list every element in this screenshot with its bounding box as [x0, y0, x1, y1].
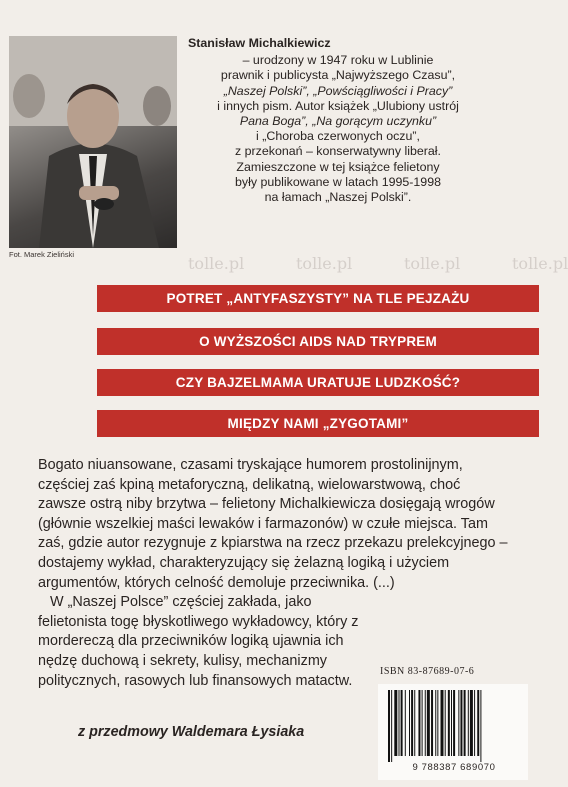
bio-line: – urodzony w 1947 roku w Lublinie: [242, 53, 434, 68]
title-bar: POTRET „ANTYFASZYSTY” NA TLE PEJZAŻU: [97, 285, 539, 312]
barcode-bar: [409, 690, 410, 756]
barcode-bars: [386, 690, 520, 762]
barcode-bar: [427, 690, 430, 756]
watermark: tolle.pl: [512, 254, 568, 273]
barcode-bar: [391, 690, 392, 762]
barcode-bar: [399, 690, 400, 756]
watermark: tolle.pl: [188, 254, 245, 273]
bio-line: były publikowane w latach 1995-1998: [235, 174, 441, 189]
bio-line: z przekonań – konserwatywny liberał.: [235, 144, 441, 159]
preface-attribution: z przedmowy Waldemara Łysiaka: [78, 724, 305, 740]
description-paragraph: Bogato niuansowane, czasami tryskające humorem prostolinijnym, częściej zaś kpiną metaforyczną, delikatną, wielowarstwową, choć zawsze ostrą niby brzytwa – felietony Michalkiewicza dosięgają wrogów (głównie wszelkiej maści lewaków i farmazonów) w czułe miejsca. Tam zaś, gdzie autor rezygnuje z kpiarstwa na rzecz przekazu prelekcyjnego – dostajemy wykład, charakteryzujący się żelazną logiką i użyciem argumentów, których celność demoluje przeciwnika. (...): [38, 457, 508, 591]
title-bar: CZY BAJZELMAMA URATUJE LUDZKOŚĆ?: [97, 369, 539, 396]
barcode-bar: [388, 690, 390, 762]
title-bar: O WYŻSZOŚCI AIDS NAD TRYPREM: [97, 328, 539, 355]
barcode-bar: [418, 690, 420, 756]
barcode-bar: [431, 690, 433, 756]
isbn: ISBN 83-87689-07-6: [380, 666, 475, 677]
description-paragraph: W „Naszej Polsce” częściej zakłada, jako felietonista togę błyskotliwego wykładowcy, który z mordereczą dla przeciwników logiką ujawnia ich nędzę duchową i sekrety, kulisy, mechanizmy politycznych, rasowych lub finansowych matactw.: [38, 594, 359, 689]
watermark-strip: [0, 254, 568, 278]
barcode-number: 9 788387 689070: [412, 762, 496, 773]
bio-line: i innych pism. Autor książek „Ulubiony ustrój: [217, 98, 459, 113]
watermark: tolle.pl: [296, 254, 353, 273]
bio-line: „Naszej Polski”, „Powściągliwości i Pracy”: [223, 83, 453, 98]
bio-line: Pana Boga”, „Na gorącym uczynku”: [239, 114, 437, 129]
barcode-bar: [437, 690, 438, 756]
bio-line: na łamach „Naszej Polski”.: [264, 190, 412, 205]
barcode-bar: [468, 690, 469, 756]
barcode-bar: [422, 690, 423, 756]
barcode-bar: [411, 690, 413, 756]
barcode-bar: [453, 690, 455, 756]
barcode-bar: [458, 690, 459, 756]
bio-line: prawnik i publicysta „Najwyższego Czasu”,: [220, 68, 456, 83]
barcode-bar: [414, 690, 415, 756]
bio-line: i „Choroba czerwonych oczu”,: [256, 129, 420, 144]
watermark: tolle.pl: [404, 254, 461, 273]
barcode-bar: [435, 690, 436, 756]
description: [38, 456, 508, 691]
barcode-bar: [448, 690, 450, 756]
photo-credit: Fot. Marek Zieliński: [9, 250, 75, 259]
barcode-bar: [474, 690, 475, 756]
barcode-bar: [451, 690, 452, 756]
barcode-bar: [460, 690, 462, 756]
barcode-bar: [441, 690, 444, 756]
bio-line: Zamieszczone w tej książce felietony: [236, 159, 440, 174]
author-photo: [9, 36, 177, 248]
barcode-bar: [405, 690, 406, 756]
barcode-bar: [477, 690, 479, 756]
title-bar: MIĘDZY NAMI „ZYGOTAMI”: [97, 410, 539, 437]
barcode-bar: [401, 690, 403, 756]
barcode-bar: [480, 690, 481, 762]
barcode-bar: [425, 690, 426, 756]
barcode-bar: [464, 690, 466, 756]
barcode-bar: [394, 690, 397, 756]
author-bio: [188, 36, 488, 205]
author-name: Stanisław Michalkiewicz: [188, 36, 331, 50]
barcode-bar: [470, 690, 473, 756]
barcode: [378, 684, 528, 780]
barcode-bar: [445, 690, 446, 756]
